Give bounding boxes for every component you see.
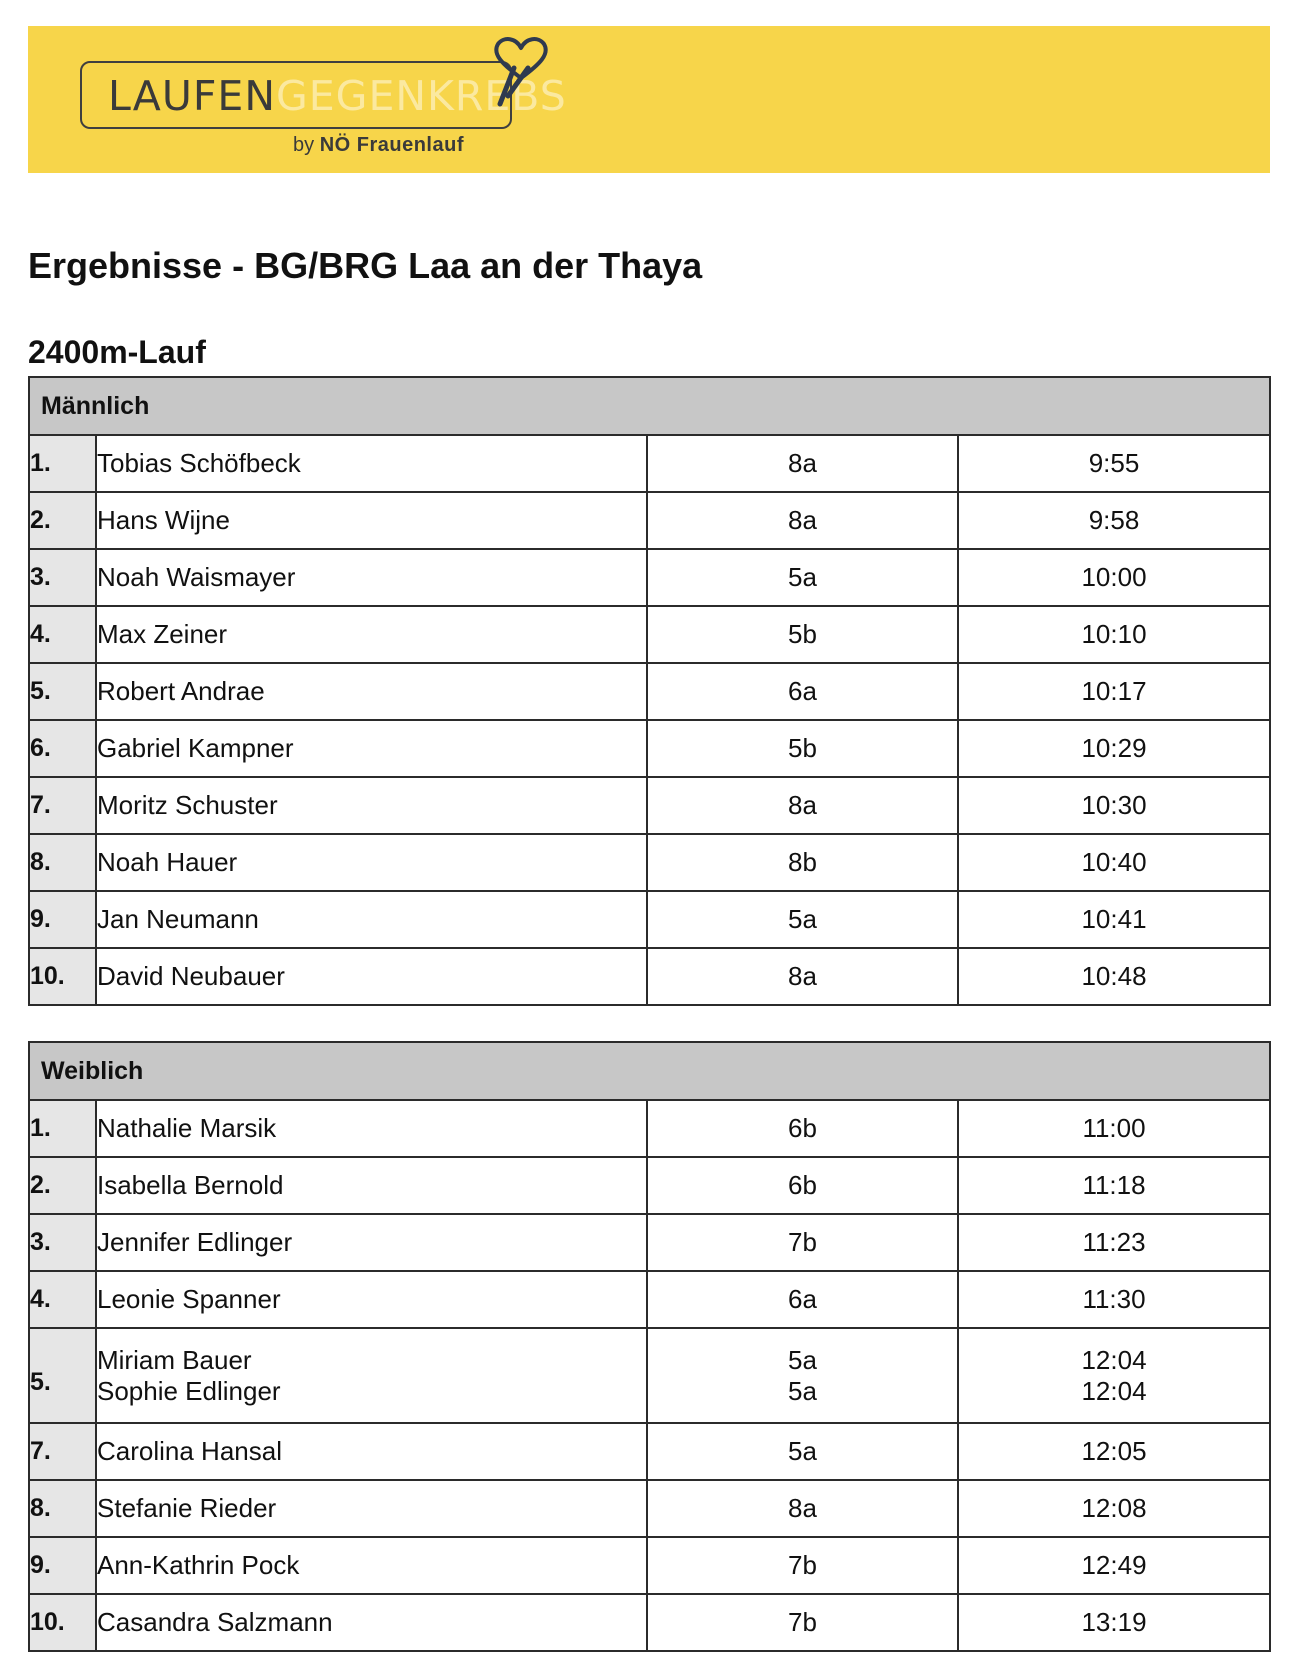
time-cell: 9:55 xyxy=(958,435,1270,492)
time-cell xyxy=(958,1328,1270,1423)
name-cell xyxy=(96,1328,647,1423)
rank-cell: 9. xyxy=(29,1537,96,1594)
rank-cell: 3. xyxy=(29,549,96,606)
rank-cell: 5. xyxy=(29,1328,96,1423)
time-cell: 11:30 xyxy=(958,1271,1270,1328)
time-cell: 12:08 xyxy=(958,1480,1270,1537)
name-cell: Jennifer Edlinger xyxy=(96,1214,647,1271)
rank-cell: 4. xyxy=(29,1271,96,1328)
rank-cell: 1. xyxy=(29,1100,96,1157)
table-row xyxy=(29,1423,1270,1480)
name-cell: Moritz Schuster xyxy=(96,777,647,834)
event-title: 2400m-Lauf xyxy=(28,334,206,370)
table-row xyxy=(29,435,1270,492)
athlete-name: Sophie Edlinger xyxy=(97,1375,281,1406)
time-cell: 10:17 xyxy=(958,663,1270,720)
table-row xyxy=(29,1537,1270,1594)
class-cell: 5b xyxy=(647,720,958,777)
time-cell: 10:10 xyxy=(958,606,1270,663)
time-cell: 11:18 xyxy=(958,1157,1270,1214)
rank-cell: 8. xyxy=(29,1480,96,1537)
time-cell: 10:00 xyxy=(958,549,1270,606)
class-cell: 5a xyxy=(647,891,958,948)
athlete-name: Miriam Bauer xyxy=(97,1344,252,1375)
rank-cell: 2. xyxy=(29,1157,96,1214)
rank-cell: 9. xyxy=(29,891,96,948)
class-cell: 7b xyxy=(647,1537,958,1594)
name-cell: Ann-Kathrin Pock xyxy=(96,1537,647,1594)
name-cell: Tobias Schöfbeck xyxy=(96,435,647,492)
class-value: 5a xyxy=(788,1375,817,1406)
table-row xyxy=(29,777,1270,834)
time-cell: 9:58 xyxy=(958,492,1270,549)
class-cell: 8a xyxy=(647,492,958,549)
time-cell: 10:30 xyxy=(958,777,1270,834)
table-row xyxy=(29,1214,1270,1271)
table-row xyxy=(29,1480,1270,1537)
class-cell: 8b xyxy=(647,834,958,891)
class-cell: 8a xyxy=(647,435,958,492)
logo-byline xyxy=(293,134,464,157)
table-row xyxy=(29,891,1270,948)
rank-cell: 7. xyxy=(29,1423,96,1480)
time-cell: 10:41 xyxy=(958,891,1270,948)
logo-by: by xyxy=(293,134,315,156)
table-row xyxy=(29,663,1270,720)
name-cell: Max Zeiner xyxy=(96,606,647,663)
time-cell: 10:29 xyxy=(958,720,1270,777)
page-title: Ergebnisse - BG/BRG Laa an der Thaya xyxy=(28,245,703,286)
name-cell: Stefanie Rieder xyxy=(96,1480,647,1537)
rank-cell: 10. xyxy=(29,948,96,1005)
name-cell: Jan Neumann xyxy=(96,891,647,948)
time-value: 12:04 xyxy=(1081,1375,1147,1406)
name-cell: Gabriel Kampner xyxy=(96,720,647,777)
class-cell: 7b xyxy=(647,1594,958,1651)
table-row xyxy=(29,606,1270,663)
time-cell: 11:23 xyxy=(958,1214,1270,1271)
table-row xyxy=(29,1157,1270,1214)
time-cell: 10:40 xyxy=(958,834,1270,891)
category-header-row xyxy=(29,377,1270,435)
table-row xyxy=(29,1328,1270,1423)
rank-cell: 3. xyxy=(29,1214,96,1271)
rank-cell: 7. xyxy=(29,777,96,834)
time-cell: 10:48 xyxy=(958,948,1270,1005)
class-cell: 8a xyxy=(647,948,958,1005)
rank-cell: 5. xyxy=(29,663,96,720)
class-cell: 6a xyxy=(647,1271,958,1328)
header-banner xyxy=(28,26,1270,173)
class-cell: 6b xyxy=(647,1100,958,1157)
name-cell: Nathalie Marsik xyxy=(96,1100,647,1157)
table-row xyxy=(29,492,1270,549)
results-table-weiblich xyxy=(28,1041,1271,1652)
name-cell: Noah Hauer xyxy=(96,834,647,891)
name-cell: Casandra Salzmann xyxy=(96,1594,647,1651)
class-cell: 5b xyxy=(647,606,958,663)
rank-cell: 2. xyxy=(29,492,96,549)
name-cell: Isabella Bernold xyxy=(96,1157,647,1214)
class-cell xyxy=(647,1328,958,1423)
heart-ribbon-icon xyxy=(490,34,552,114)
time-cell: 11:00 xyxy=(958,1100,1270,1157)
logo-word-gegenkrebs: GEGENKREBS xyxy=(276,72,567,120)
table-row xyxy=(29,1271,1270,1328)
category-header-weiblich: Weiblich xyxy=(29,1042,1270,1100)
table-row xyxy=(29,1100,1270,1157)
time-cell: 13:19 xyxy=(958,1594,1270,1651)
rank-cell: 8. xyxy=(29,834,96,891)
table-row xyxy=(29,720,1270,777)
table-row xyxy=(29,1594,1270,1651)
category-header-maennlich: Männlich xyxy=(29,377,1270,435)
rank-cell: 1. xyxy=(29,435,96,492)
class-cell: 8a xyxy=(647,1480,958,1537)
rank-cell: 6. xyxy=(29,720,96,777)
class-cell: 5a xyxy=(647,1423,958,1480)
class-cell: 7b xyxy=(647,1214,958,1271)
class-cell: 6b xyxy=(647,1157,958,1214)
name-cell: Noah Waismayer xyxy=(96,549,647,606)
name-cell: Carolina Hansal xyxy=(96,1423,647,1480)
name-cell: David Neubauer xyxy=(96,948,647,1005)
class-cell: 8a xyxy=(647,777,958,834)
class-cell: 6a xyxy=(647,663,958,720)
name-cell: Robert Andrae xyxy=(96,663,647,720)
rank-cell: 10. xyxy=(29,1594,96,1651)
table-row xyxy=(29,834,1270,891)
results-table-maennlich xyxy=(28,376,1271,1006)
category-header-row xyxy=(29,1042,1270,1100)
class-value: 5a xyxy=(788,1344,817,1375)
table-row xyxy=(29,549,1270,606)
name-cell: Hans Wijne xyxy=(96,492,647,549)
table-row xyxy=(29,948,1270,1005)
time-cell: 12:49 xyxy=(958,1537,1270,1594)
time-value: 12:04 xyxy=(1081,1344,1147,1375)
time-cell: 12:05 xyxy=(958,1423,1270,1480)
rank-cell: 4. xyxy=(29,606,96,663)
class-cell: 5a xyxy=(647,549,958,606)
name-cell: Leonie Spanner xyxy=(96,1271,647,1328)
logo-sponsor: NÖ Frauenlauf xyxy=(319,134,464,156)
logo-word-laufen: LAUFEN xyxy=(108,72,276,120)
